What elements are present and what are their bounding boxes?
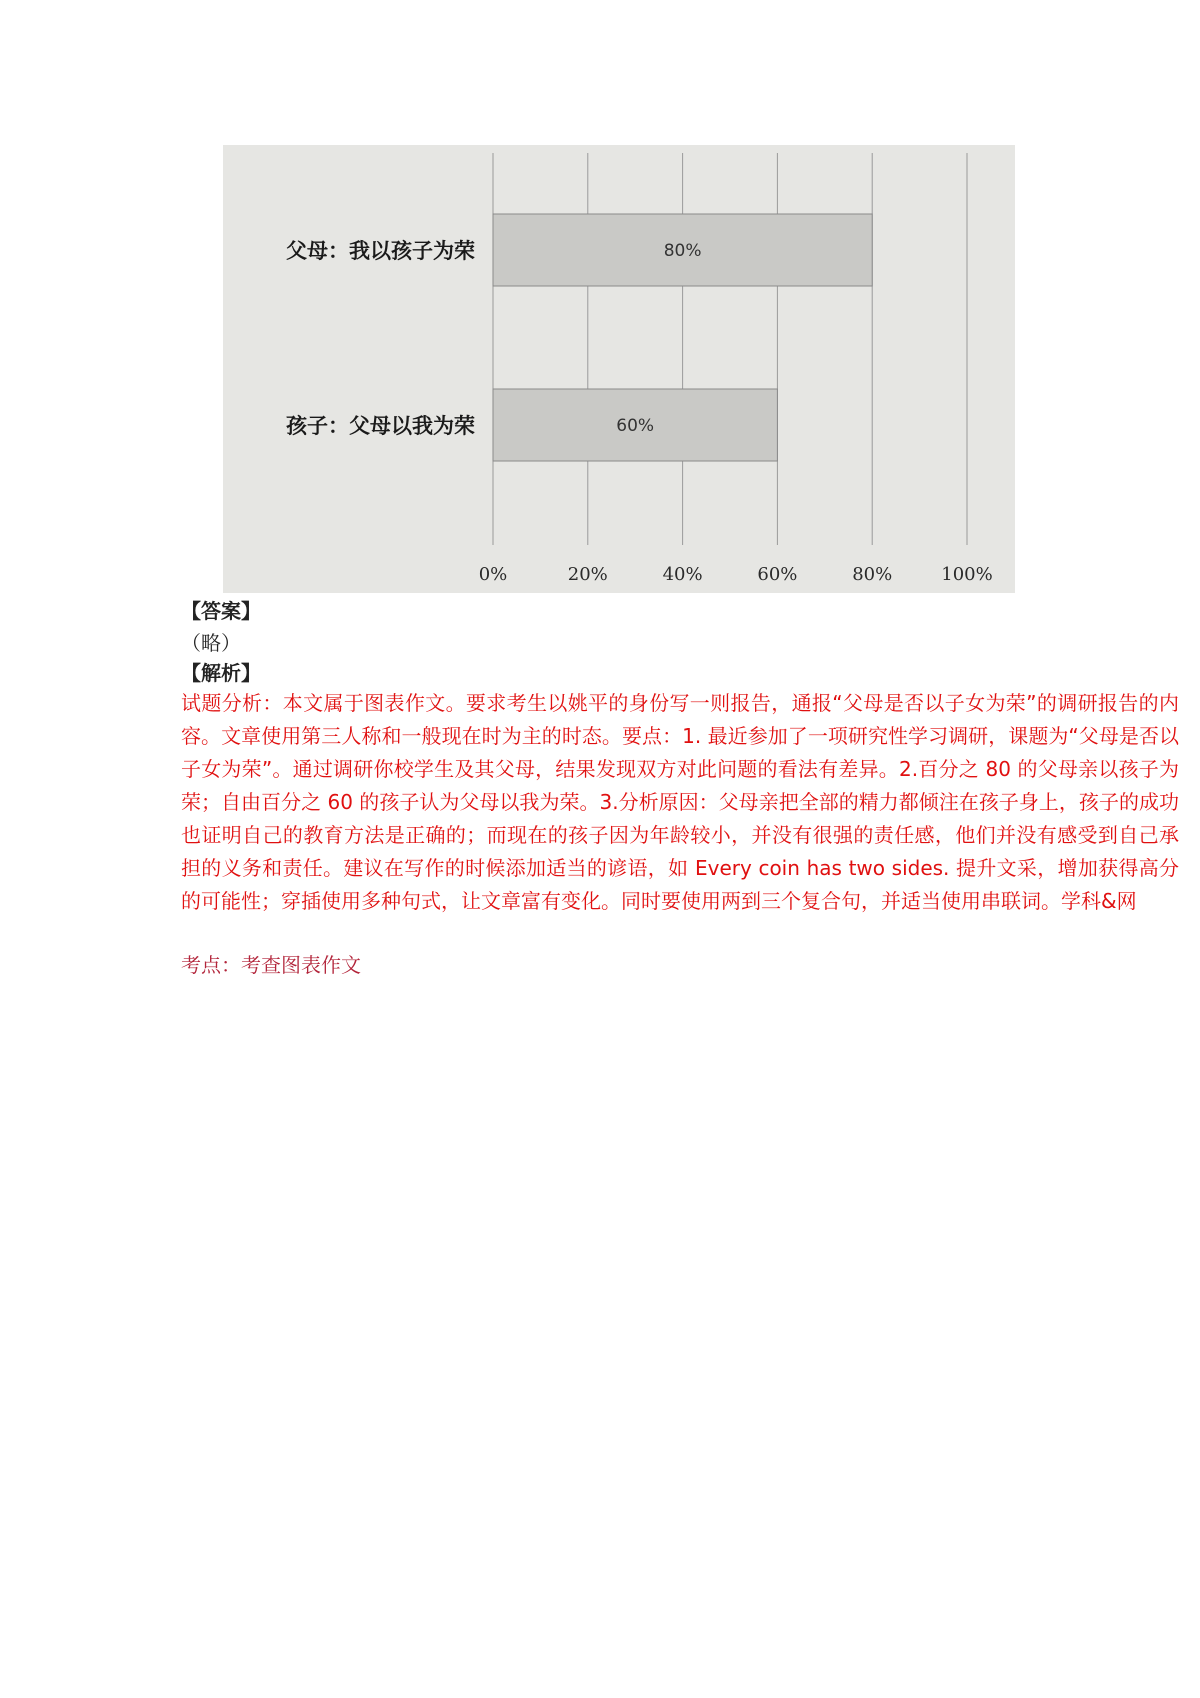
- x-tick-label: 60%: [757, 564, 798, 585]
- category-label: 父母：我以孩子为荣: [286, 238, 475, 263]
- analysis-heading: 【解析】: [181, 661, 261, 685]
- answer-content: （略）: [181, 631, 241, 655]
- bar-data-label: 60%: [616, 416, 655, 436]
- analysis-text: 试题分析：本文属于图表作文。要求考生以姚平的身份写一则报告，通报“父母是否以子女为荣”的调研报告的内容。文章使用第三人称和一般现在时为主的时态。要点：1. 最近参加了一项研究性学习调研，课题为“父母是否以子女为荣”。通过调研你校学生及其父母，结果发现双方对此问题的看法有差异。2.百分之 80 的父母亲以孩子为荣；自由百分之 60 的孩子认为父母以我为荣。3.分析原因：父母亲把全部的精力都倾注在孩子身上，孩子的成功也证明自己的教育方法是正确的；而现在的孩子因为年龄较小，并没有很强的责任感，他们并没有感受到自己承担的义务和责任。建议在写作的时候添加适当的谚语，如 Every coin has two sides. 提升文采，增加获得高分的可能性；穿插使用多种句式，让文章富有变化。同时要使用两到三个复合句，并适当使用串联词。学科&网: [181, 691, 1179, 913]
- bar-chart: [223, 145, 1015, 593]
- bar-chart-svg: [223, 145, 1015, 593]
- bar-data-label: 80%: [663, 241, 702, 261]
- x-tick-label: 40%: [662, 564, 703, 585]
- x-tick-label: 20%: [567, 564, 608, 585]
- answer-heading: 【答案】: [181, 599, 261, 623]
- x-tick-label: 0%: [478, 564, 508, 585]
- x-tick-label: 80%: [852, 564, 893, 585]
- exam-point: 考点：考查图表作文: [181, 953, 361, 977]
- category-label: 孩子：父母以我为荣: [286, 413, 475, 438]
- x-tick-label: 100%: [941, 564, 993, 585]
